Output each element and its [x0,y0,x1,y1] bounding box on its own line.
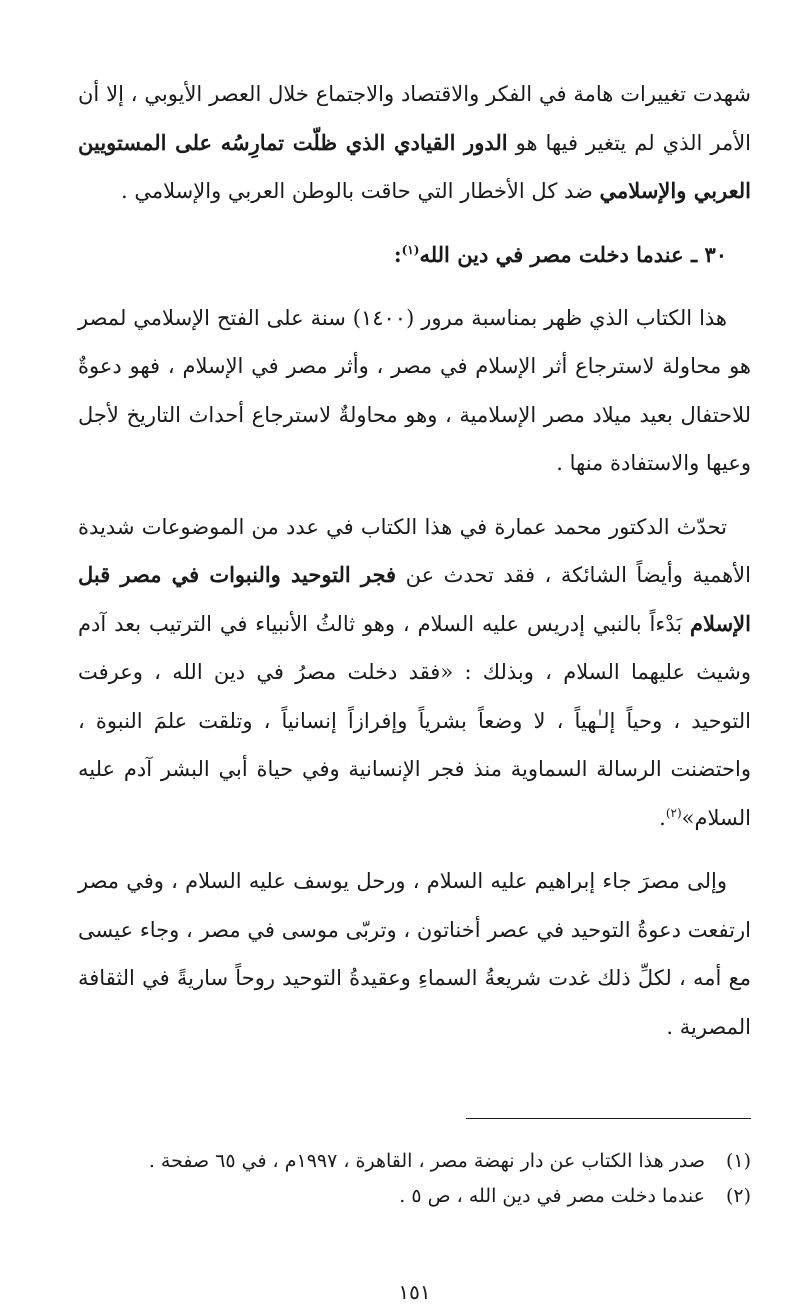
footnote-2-text: عندما دخلت مصر في دين الله ، ص ٥ . [399,1185,705,1207]
paragraph-2: هذا الكتاب الذي ظهر بمناسبة مرور (١٤٠٠) سنة على الفتح الإسلامي لمصر هو محاولة لاسترجاع أثر الإسلام في مصر ، وأثر مصر في الإسلام ، فهو دعوةٌ للاحتفال بعيد ميلاد مصر الإسلامية ، وهو محاولةٌ لاسترجاع أحداث التاريخ لأجل وعيها والاستفادة منها . [78,305,751,475]
footnote-ref-1: (١) [401,242,420,257]
paragraph-3-text-a: تحدّث الدكتور محمد عمارة في هذا الكتاب في عدد من الموضوعات شديدة الأهمية وأيضاً الشائكة ، فقد تحدث عن [78,514,751,587]
page-content [78,70,752,1304]
paragraph-4: وإلى مصرَ جاء إبراهيم عليه السلام ، ورحل يوسف عليه السلام ، وفي مصر ارتفعت دعوةُ التوحيد في عصر أخناتون ، وتربّى موسى في مصر ، وجاء عيسى مع أمه ، لكلِّ ذلك غدت شريعةُ السماءِ وعقيدةُ التوحيد روحاً ساريةً في الثقافة المصرية . [78,869,751,1039]
paragraph-1-text: شهدت تغييرات هامة في الفكر والاقتصاد والاجتماع خلال العصر الأيوبي ، إلا أن الأمر الذي لم يتغير فيها هو [78,82,752,155]
footnote-1-number: (١) [725,1150,751,1172]
section-heading-colon: : [393,241,402,267]
paragraph-3-text-c: بَدْءاً بالنبي إدريس عليه السلام ، وهو ثالثُ الأنبياء في الترتيب بعد آدم وشيث عليهما السلام ، وبذلك : [78,611,751,684]
paragraph-1 [78,70,751,216]
section-heading [78,231,751,279]
paragraph-3-end: . [659,805,666,830]
paragraph-1-end: ضد كل الأخطار التي حاقت بالوطن العربي والإسلامي . [121,179,593,203]
footnote-1 [78,1144,751,1179]
footnote-2 [78,1179,751,1214]
footnotes [78,1144,751,1214]
footnote-2-number: (٢) [725,1185,751,1207]
paragraph-3-bold: فجر التوحيد والنبوات في مصر قبل الإسلام [78,562,751,636]
footnote-divider [466,1118,751,1119]
paragraph-3 [78,503,751,843]
paragraph-1-bold: الدور القيادي الذي ظلّت تمارِسُه على المستويين العربي والإسلامي [78,129,751,203]
paragraph-3-quote: «فقد دخلت مصرُ في دين الله ، وعرفت التوحيد ، وحياً إلـٰهياً ، لا وضعاً بشرياً وإفرازاً إنسانياً ، وتلقت علمَ النبوة ، واحتضنت الرسالة السماوية منذ فجر الإنسانية وفي حياة أبي البشر آدم عليه السلام» [78,660,751,830]
page-number: ١٥١ [398,1280,431,1304]
footnote-ref-2: (٢) [665,805,682,820]
footnote-1-text: صدر هذا الكتاب عن دار نهضة مصر ، القاهرة ، ١٩٩٧م ، في ٦٥ صفحة . [148,1150,705,1172]
section-heading-text: ٣٠ ـ عندما دخلت مصر في دين الله [419,241,727,267]
